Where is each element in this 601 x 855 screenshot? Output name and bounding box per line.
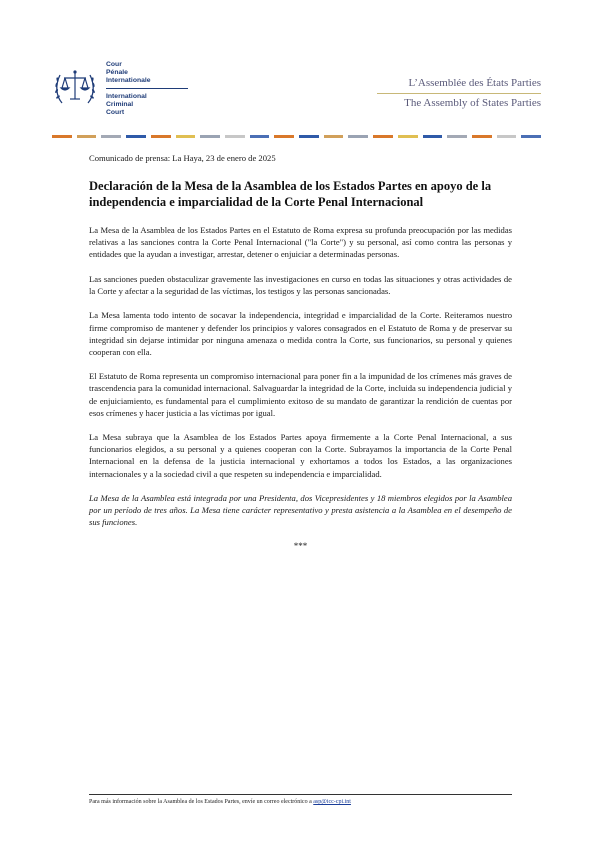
paragraph: El Estatuto de Roma representa un compromiso internacional para poner fin a la impunidad de los crímenes más graves de trascendencia para la comunidad internacional. Salvaguardar la integridad de la Corte, incluida su independencia judicial y de enjuiciamiento, es fundamental para el cumplimiento exitoso de su mandato de garantizar la rendición de cuentas por esos crímenes y hacer justicia a las víctimas por igual. <box>89 371 512 418</box>
org-name-en-line: Criminal <box>106 101 134 109</box>
stripe-segment <box>472 135 492 138</box>
stripe-segment <box>398 135 418 138</box>
stripe-segment <box>521 135 541 138</box>
stripe-segment <box>299 135 319 138</box>
stripe-segment <box>324 135 344 138</box>
stripe-segment <box>423 135 443 138</box>
stripe-segment <box>126 135 146 138</box>
org-name-divider <box>106 88 188 89</box>
asp-heading <box>377 77 541 110</box>
scales-of-justice-laurel-icon <box>52 63 98 109</box>
stripe-segment <box>250 135 270 138</box>
section-separator: *** <box>293 540 308 551</box>
org-name-en-line: Court <box>106 109 125 117</box>
stripe-segment <box>447 135 467 138</box>
org-name-en-line: International <box>106 93 147 100</box>
asp-heading-fr: L’Assemblée des États Parties <box>408 77 541 89</box>
org-name-fr-line: Internationale <box>106 77 151 85</box>
stripe-segment <box>77 135 97 138</box>
stripe-segment <box>225 135 245 138</box>
header-color-stripe <box>52 135 541 138</box>
stripe-segment <box>176 135 196 138</box>
dateline: Comunicado de prensa: La Haya, 23 de enero de 2025 <box>89 153 276 163</box>
paragraph: La Mesa lamenta todo intento de socavar la independencia, integridad e imparcialidad de la Corte. Reiteramos nuestro firme compromiso de mantener y defender los principios y valores consagrados en el Estatuto de Roma y de preservar su integridad sin dejarse intimidar por ninguna amenaza o medida contra la Corte, sus funcionarios, su personal y quienes cooperan con ella. <box>89 310 512 357</box>
paragraph: La Mesa subraya que la Asamblea de los Estados Partes apoya firmemente a la Corte Penal Internacional, a sus funcionarios elegidos, a su personal y a quienes cooperan con la Corte. Subrayamos la importancia de la Corte Penal Internacional en la defensa de la justicia internacional y exhortamos a todos los Estados, a las organizaciones internacionales y a la sociedad civil a que respeten su independencia e imparcialidad. <box>89 432 512 479</box>
stripe-segment <box>200 135 220 138</box>
stripe-segment <box>151 135 171 138</box>
paragraph: La Mesa de la Asamblea de los Estados Partes en el Estatuto de Roma expresa su profunda preocupación por las medidas relativas a las sanciones contra la Corte Penal Internacional ("la Corte") y su personal, así como contra las personas y entidades que la ayudan a investigar, arrestar, detener o enjuiciar a determinadas personas. <box>89 225 512 260</box>
org-name-fr <box>106 61 151 86</box>
stripe-segment <box>348 135 368 138</box>
footer-text: Para más información sobre la Asamblea de los Estados Partes, envíe un correo electrónico a <box>89 799 314 805</box>
stripe-segment <box>274 135 294 138</box>
press-release-body <box>89 153 512 551</box>
stripe-segment <box>373 135 393 138</box>
asp-heading-divider <box>377 93 541 94</box>
footer <box>89 798 512 806</box>
org-name-en <box>106 93 147 118</box>
org-name-fr-line: Pénale <box>106 69 128 77</box>
asp-heading-en: The Assembly of States Parties <box>404 97 541 109</box>
footer-divider <box>89 794 512 795</box>
page-title: Declaración de la Mesa de la Asamblea de los Estados Partes en apoyo de la independencia e imparcialidad de la Corte Penal Internacional <box>89 179 492 209</box>
stripe-segment <box>52 135 72 138</box>
org-name-fr-line: Cour <box>106 61 122 68</box>
stripe-segment <box>101 135 121 138</box>
contact-email-link[interactable]: asp@icc-cpi.int <box>313 799 351 805</box>
bureau-composition-note: La Mesa de la Asamblea está integrada por una Presidenta, dos Vicepresidentes y 18 miembros elegidos por la Asamblea por un período de tres años. La Mesa tiene carácter representativo y presta asistencia a la Asamblea en el desempeño de sus funciones. <box>89 493 512 528</box>
paragraph: Las sanciones pueden obstaculizar gravemente las investigaciones en curso en todas las situaciones y otras actividades de la Corte y afectar a la seguridad de las víctimas, los testigos y las personas sancionadas. <box>89 273 512 296</box>
stripe-segment <box>497 135 517 138</box>
